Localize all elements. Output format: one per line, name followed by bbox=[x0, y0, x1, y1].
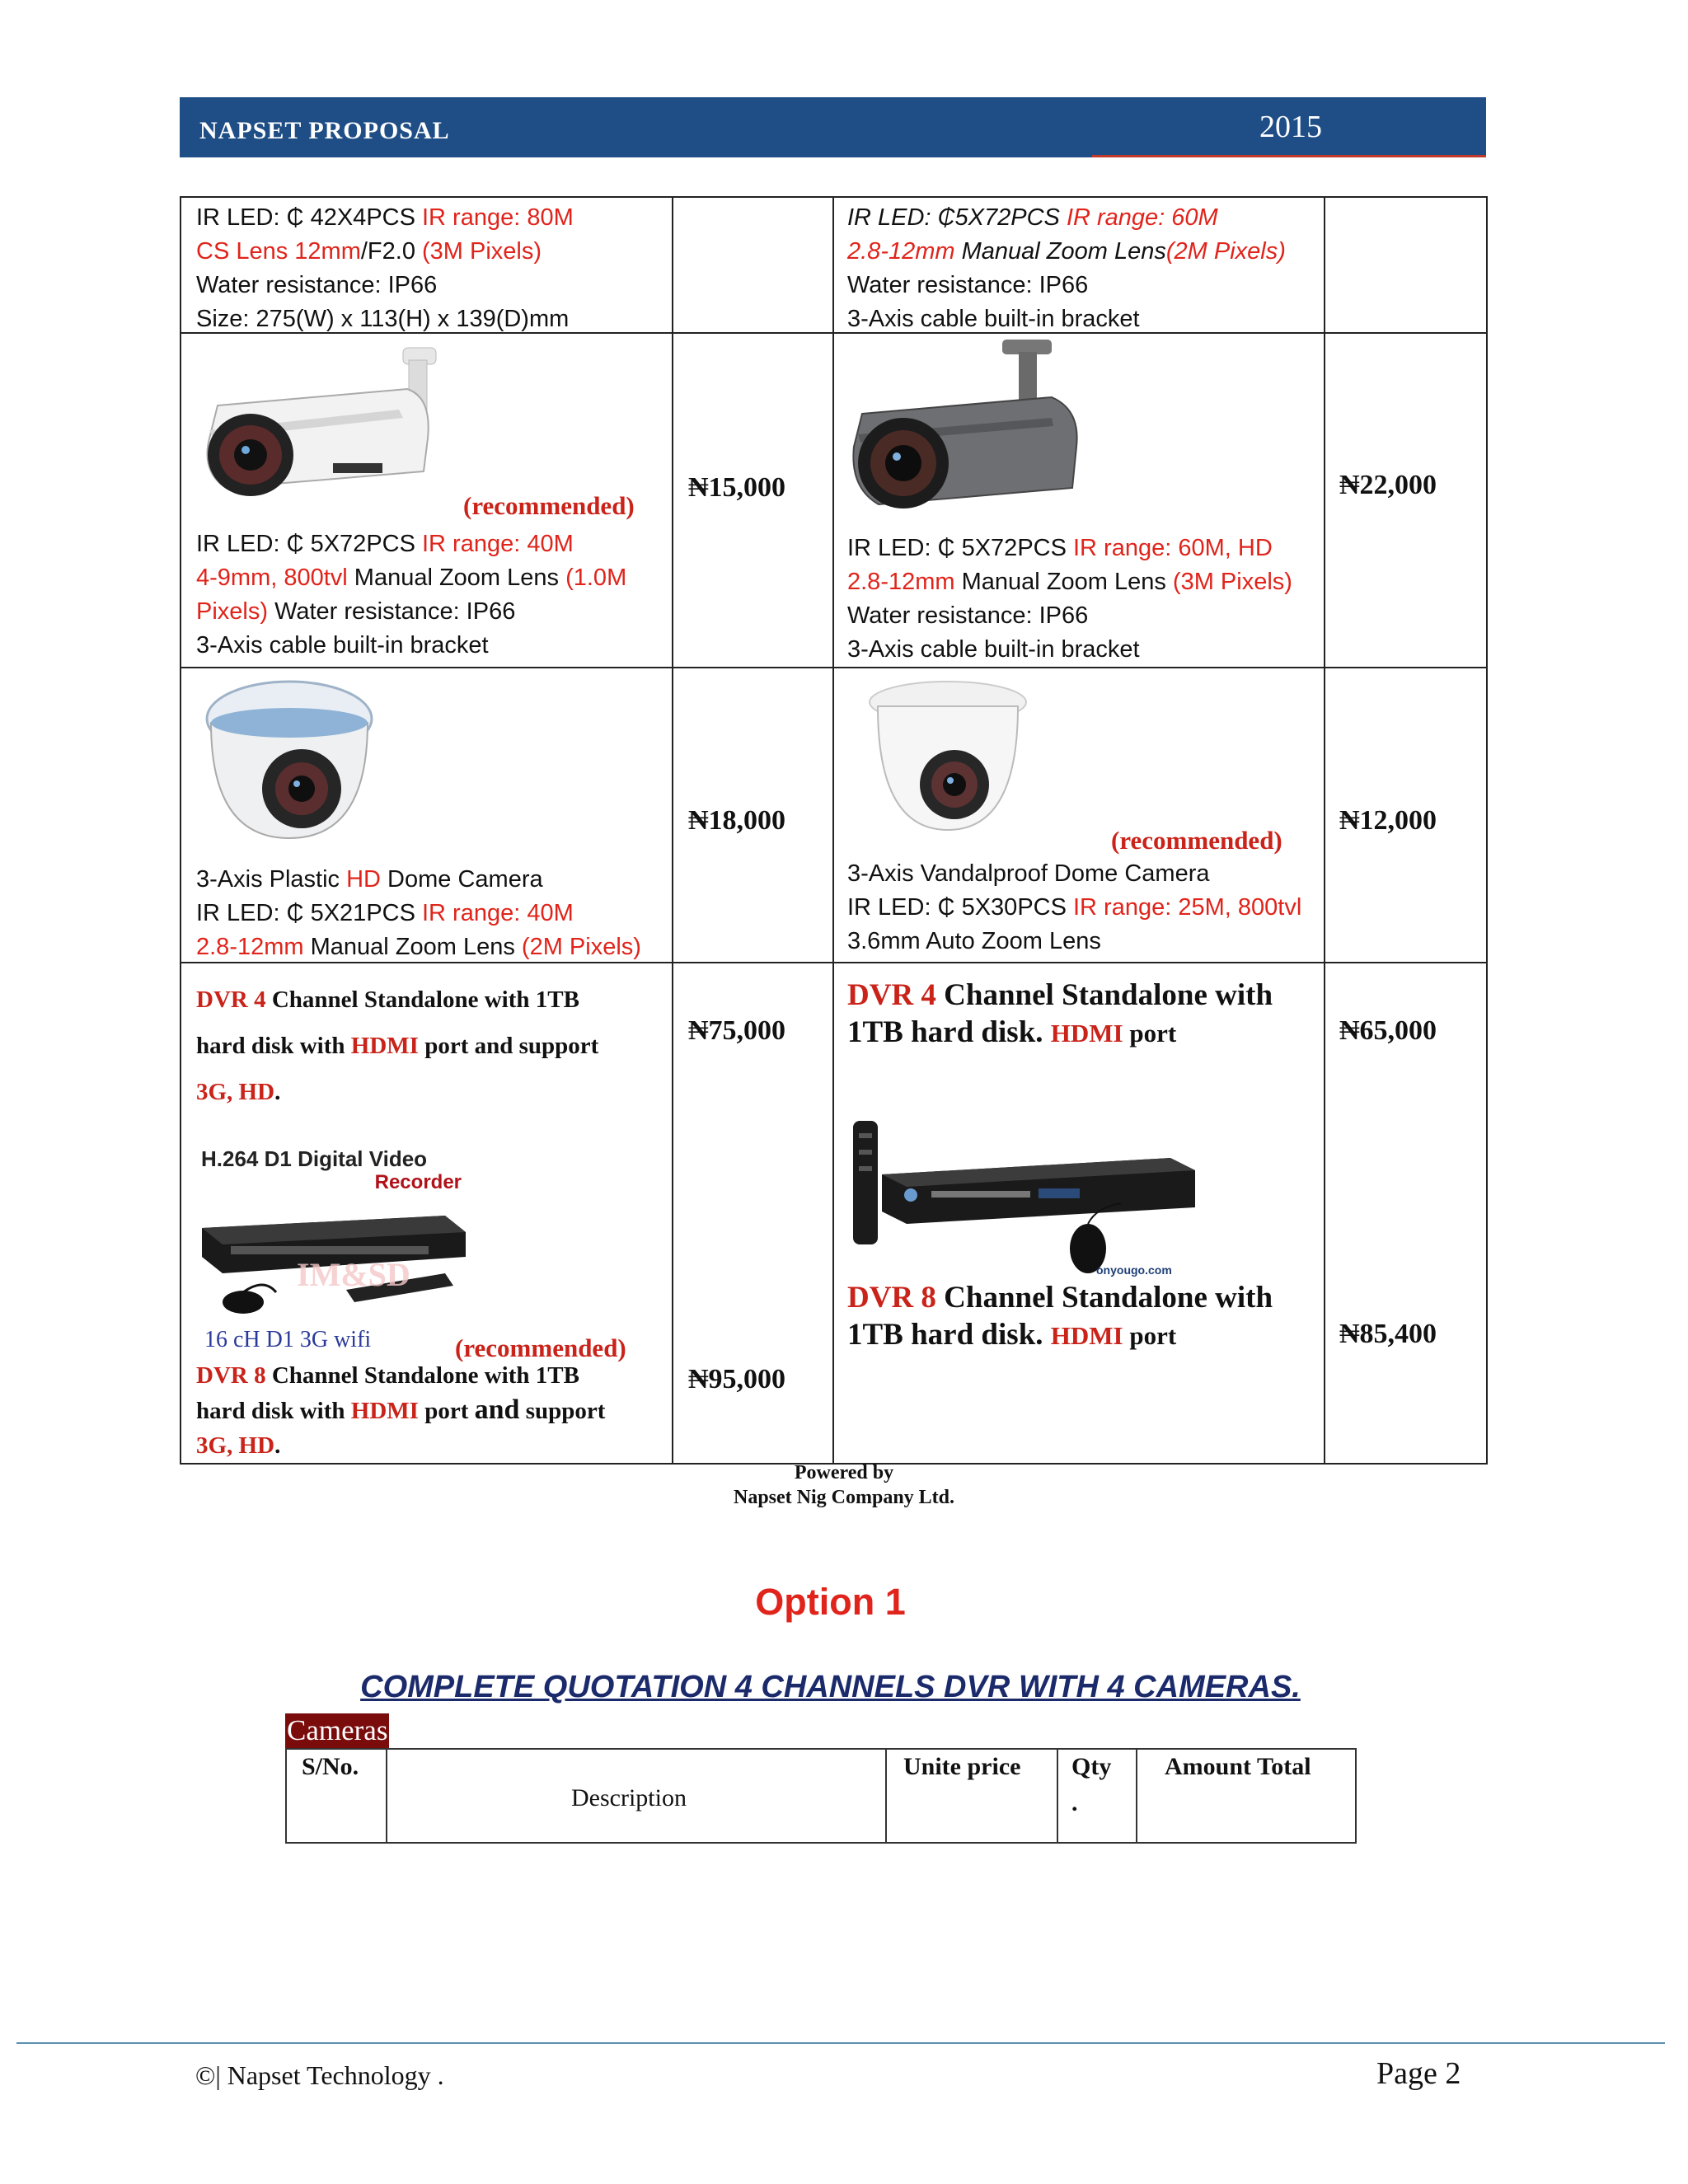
recommended-label: (recommended) bbox=[455, 1333, 626, 1362]
header-accent-rule bbox=[1092, 155, 1486, 157]
white-bullet-camera-image bbox=[193, 340, 465, 504]
table-divider bbox=[1136, 1750, 1137, 1842]
column-header-qty: Qty bbox=[1071, 1753, 1112, 1780]
dvr-watermark: IM&SD bbox=[297, 1256, 410, 1293]
recommended-label: (recommended) bbox=[463, 491, 635, 520]
dvr-image-title: H.264 D1 Digital Video bbox=[201, 1146, 428, 1171]
column-header-sno: S/No. bbox=[302, 1753, 359, 1780]
column-header-description: Description bbox=[571, 1784, 687, 1811]
dvr-image-caption: 16 cH D1 3G wifi bbox=[204, 1327, 372, 1352]
camera-spec-60m-hd: IR LED: ₵ 5X72PCS IR range: 60M, HD 2.8-12mm Manual Zoom Lens (3M Pixels) Water resistance: IP66 3-Axis cable built-in bracket bbox=[847, 535, 1292, 663]
product-table bbox=[180, 196, 1488, 1465]
quotation-table bbox=[285, 1748, 1357, 1844]
dome-camera-spec-vandalproof: 3-Axis Vandalproof Dome Camera IR LED: ₵ 5X30PCS IR range: 25M, 800tvl 3.6mm Auto Zoom Lens bbox=[847, 860, 1302, 954]
footer-copyright: ©| Napset Technology . bbox=[195, 2060, 444, 2090]
camera-spec-40m: IR LED: ₵ 5X72PCS IR range: 40M 4-9mm, 800tvl Manual Zoom Lens (1.0M Pixels) Water resistance: IP66 3-Axis cable built-in bracket bbox=[196, 531, 627, 658]
option-title: Option 1 bbox=[755, 1581, 906, 1623]
price: ₦12,000 bbox=[1339, 805, 1437, 836]
price: ₦95,000 bbox=[688, 1364, 786, 1394]
column-header-amount-total: Amount Total bbox=[1165, 1753, 1311, 1780]
dvr-with-remote-image bbox=[849, 1113, 1195, 1277]
onyougo-caption: onyougo.com bbox=[1096, 1263, 1172, 1277]
quotation-title: COMPLETE QUOTATION 4 CHANNELS DVR WITH 4 CAMERAS. bbox=[360, 1670, 1301, 1704]
price: ₦75,000 bbox=[688, 1015, 786, 1046]
table-divider bbox=[1324, 198, 1325, 1463]
price: ₦15,000 bbox=[688, 472, 786, 503]
table-divider bbox=[181, 667, 1486, 668]
table-divider bbox=[1057, 1750, 1058, 1842]
price: ₦18,000 bbox=[688, 805, 786, 836]
dvr-8-channel-description: DVR 8 Channel Standalone with 1TB hard disk. HDMI port bbox=[847, 1281, 1273, 1352]
qty-dot: . bbox=[1071, 1789, 1078, 1816]
dvr-recorder-image bbox=[198, 1195, 470, 1327]
plastic-dome-camera-image bbox=[195, 673, 384, 846]
table-divider bbox=[832, 198, 834, 1463]
vandalproof-dome-camera-image bbox=[857, 677, 1039, 834]
price: ₦65,000 bbox=[1339, 1015, 1437, 1046]
dome-camera-spec-hd: 3-Axis Plastic HD Dome Camera IR LED: ₵ 5X21PCS IR range: 40M 2.8-12mm Manual Zoom Lens (2M Pixels) bbox=[196, 866, 641, 960]
cameras-section-label: Cameras bbox=[287, 1714, 388, 1746]
camera-spec-60m: IR LED: ₵5X72PCS IR range: 60M 2.8-12mm Manual Zoom Lens(2M Pixels) Water resistance: IP66 3-Axis cable built-in bracket bbox=[847, 204, 1286, 332]
page-number: Page 2 bbox=[1376, 2056, 1461, 2091]
price: ₦85,400 bbox=[1339, 1319, 1437, 1349]
table-divider bbox=[672, 198, 673, 1463]
header-title: NAPSET PROPOSAL bbox=[199, 117, 450, 144]
dvr-4-channel-description: DVR 4 Channel Standalone with 1TB hard disk. HDMI port bbox=[847, 978, 1273, 1049]
recommended-label: (recommended) bbox=[1111, 826, 1282, 855]
powered-by: Powered by Napset Nig Company Ltd. bbox=[733, 1462, 955, 1508]
price: ₦22,000 bbox=[1339, 470, 1437, 500]
footer-rule bbox=[16, 2042, 1665, 2044]
page-header bbox=[180, 97, 1486, 155]
dvr-8-channel-hdmi-description: DVR 8 Channel Standalone with 1TB hard disk with HDMI port and support 3G, HD. bbox=[196, 1362, 606, 1459]
grey-bullet-camera-image bbox=[846, 340, 1093, 525]
dvr-image-subtitle: Recorder bbox=[374, 1171, 462, 1193]
column-header-unit-price: Unite price bbox=[903, 1753, 1021, 1780]
table-divider bbox=[386, 1750, 387, 1842]
header-year: 2015 bbox=[1259, 110, 1322, 144]
camera-spec-12mm: IR LED: ₵ 42X4PCS IR range: 80M CS Lens 12mm/F2.0 (3M Pixels) Water resistance: IP66 Size: 275(W) x 113(H) x 139(D)mm bbox=[196, 204, 574, 332]
dvr-4-channel-hdmi-description: DVR 4 Channel Standalone with 1TB hard disk with HDMI port and support 3G, HD. bbox=[196, 987, 599, 1105]
table-divider bbox=[885, 1750, 887, 1842]
